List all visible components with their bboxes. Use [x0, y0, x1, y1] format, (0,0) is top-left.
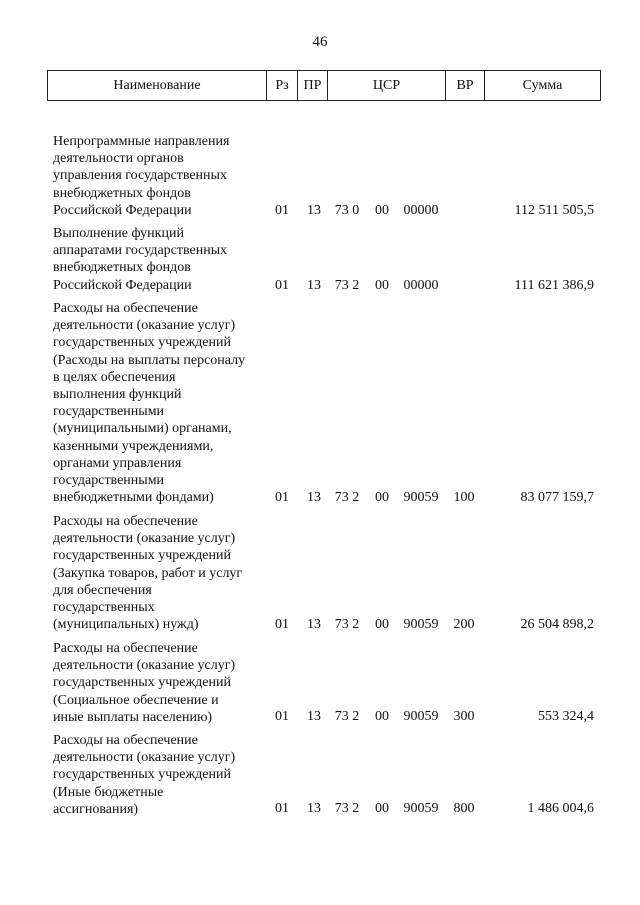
row-pr: 13: [307, 617, 321, 632]
row-rz: 01: [275, 709, 289, 724]
row-sum: 26 504 898,2: [520, 617, 594, 632]
row-vr: 300: [453, 709, 475, 724]
row-csr-program: 73 0: [334, 203, 360, 218]
row-name: Выполнение функций аппаратами государственных внебюджетных фондов Российской Федерации: [53, 226, 228, 293]
row-name: Расходы на обеспечение деятельности (оказание услуг) государственных учреждений (Закупка товаров, работ и услуг для обеспечения государственных (муниципальных) нужд): [53, 514, 243, 633]
header-pr: ПР: [298, 71, 328, 100]
row-csr-direction: 00000: [403, 278, 439, 293]
row-rz: 01: [275, 801, 289, 816]
row-csr-subprogram: 00: [375, 709, 389, 724]
row-sum: 83 077 159,7: [520, 490, 594, 505]
row-name: Расходы на обеспечение деятельности (оказание услуг) государственных учреждений (Расходы на выплаты персоналу в целях обеспечения выполнения функций государственными (муниципальными) органами, казенными учреждениями, органами управления государственными внебюджетными фондами): [53, 301, 246, 506]
table-header: [47, 70, 601, 101]
row-rz: 01: [275, 617, 289, 632]
page-number: 46: [312, 34, 328, 50]
row-csr-direction: 90059: [403, 617, 439, 632]
header-sum: Сумма: [522, 77, 563, 93]
row-csr-program: 73 2: [334, 278, 360, 293]
row-rz: 01: [275, 278, 289, 293]
row-vr: 800: [453, 801, 475, 816]
row-csr-direction: 90059: [403, 709, 439, 724]
header-csr: ЦСР: [328, 71, 446, 100]
row-vr: 100: [453, 490, 475, 505]
row-sum: 112 511 505,5: [514, 203, 594, 218]
row-rz: 01: [275, 490, 289, 505]
row-csr-program: 73 2: [334, 709, 360, 724]
row-sum: 1 486 004,6: [527, 801, 594, 816]
header-vr: ВР: [446, 71, 485, 100]
row-pr: 13: [307, 203, 321, 218]
row-name: Расходы на обеспечение деятельности (оказание услуг) государственных учреждений (Иные бюджетные ассигнования): [53, 733, 236, 817]
row-csr-direction: 00000: [403, 203, 439, 218]
header-name: Наименование: [48, 71, 267, 100]
row-csr-subprogram: 00: [375, 617, 389, 632]
row-sum: 111 621 386,9: [514, 278, 594, 293]
row-csr-subprogram: 00: [375, 490, 389, 505]
row-name: Непрограммные направления деятельности органов управления государственных внебюджетных фондов Российской Федерации: [53, 134, 230, 218]
row-vr: 200: [453, 617, 475, 632]
row-pr: 13: [307, 278, 321, 293]
row-csr-subprogram: 00: [375, 801, 389, 816]
row-csr-program: 73 2: [334, 490, 360, 505]
row-pr: 13: [307, 490, 321, 505]
row-name: Расходы на обеспечение деятельности (оказание услуг) государственных учреждений (Социальное обеспечение и иные выплаты населению): [53, 641, 236, 725]
row-csr-direction: 90059: [403, 490, 439, 505]
row-csr-subprogram: 00: [375, 203, 389, 218]
row-csr-subprogram: 00: [375, 278, 389, 293]
row-csr-direction: 90059: [403, 801, 439, 816]
row-sum: 553 324,4: [538, 709, 594, 724]
row-rz: 01: [275, 203, 289, 218]
row-csr-program: 73 2: [334, 801, 360, 816]
row-pr: 13: [307, 801, 321, 816]
row-pr: 13: [307, 709, 321, 724]
row-csr-program: 73 2: [334, 617, 360, 632]
header-rz: Рз: [267, 71, 298, 100]
